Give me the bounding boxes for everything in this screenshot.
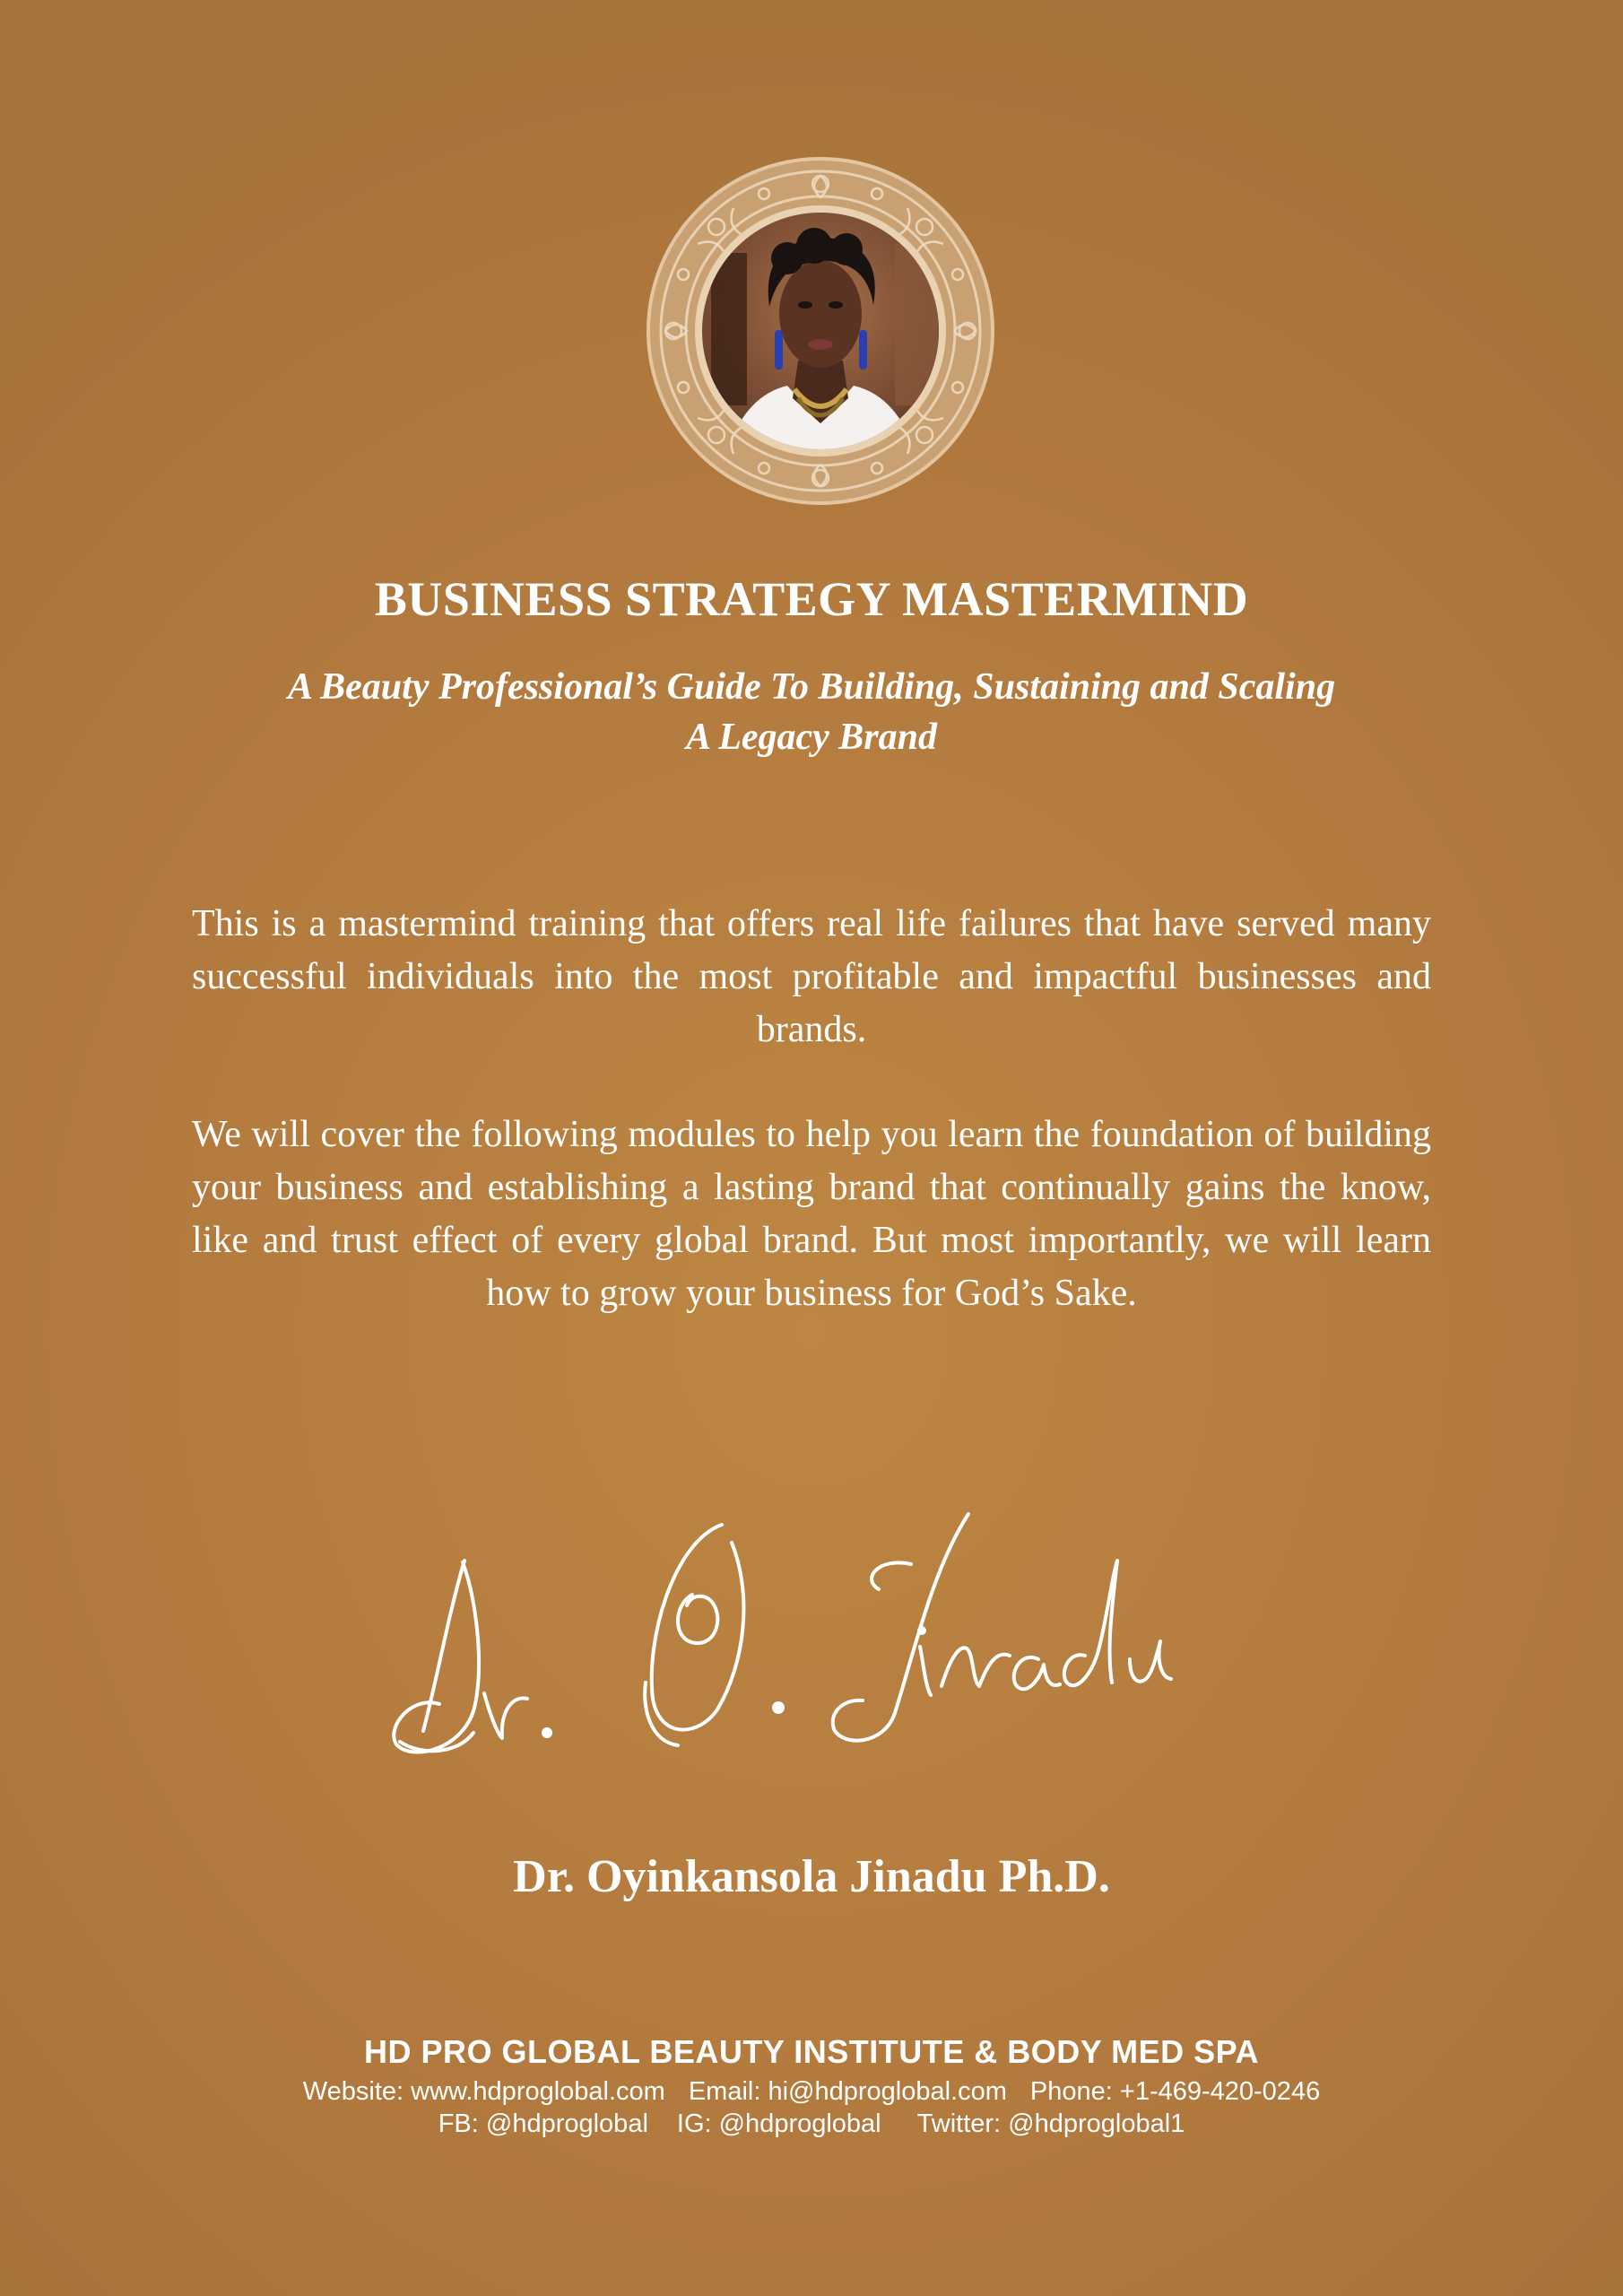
signature-image [377, 1507, 1255, 1767]
subtitle-line-2: A Legacy Brand [686, 717, 937, 758]
organization-name: HD PRO GLOBAL BEAUTY INSTITUTE & BODY MED SPA [364, 2033, 1259, 2070]
facebook-handle[interactable]: FB: @hdproglobal [438, 2109, 648, 2138]
portrait-medallion [644, 154, 997, 508]
contact-line-2 [0, 2108, 1623, 2140]
contact-line-1 [0, 2075, 1623, 2108]
website-link[interactable]: Website: www.hdproglobal.com [302, 2077, 665, 2106]
twitter-handle[interactable]: Twitter: @hdproglobal1 [916, 2109, 1185, 2138]
portrait-image [644, 154, 997, 508]
subtitle-line-1: A Beauty Professional’s Guide To Building, Sustaining and Scaling [287, 666, 1336, 708]
phone-number[interactable]: Phone: +1-469-420-0246 [1029, 2077, 1321, 2106]
modules-paragraph: We will cover the following modules to help you learn the foundation of building your business and establishing a lasting brand that continually gains the know, like and trust effect of every global brand. But most importantly, we will learn how to grow your business for God’s Sake. [192, 1114, 1431, 1314]
handwritten-signature [377, 1507, 1255, 1767]
page-title: BUSINESS STRATEGY MASTERMIND [374, 572, 1249, 626]
footer [0, 2029, 1623, 2140]
instagram-handle[interactable]: IG: @hdproglobal [676, 2109, 881, 2138]
intro-paragraph: This is a mastermind training that offers real life failures that have served many successful individuals into the most profitable and impactful businesses and brands. [192, 903, 1431, 1050]
signer-name: Dr. Oyinkansola Jinadu Ph.D. [513, 1851, 1110, 1902]
email-link[interactable]: Email: hi@hdproglobal.com [688, 2077, 1007, 2106]
page-subtitle [0, 662, 1623, 762]
